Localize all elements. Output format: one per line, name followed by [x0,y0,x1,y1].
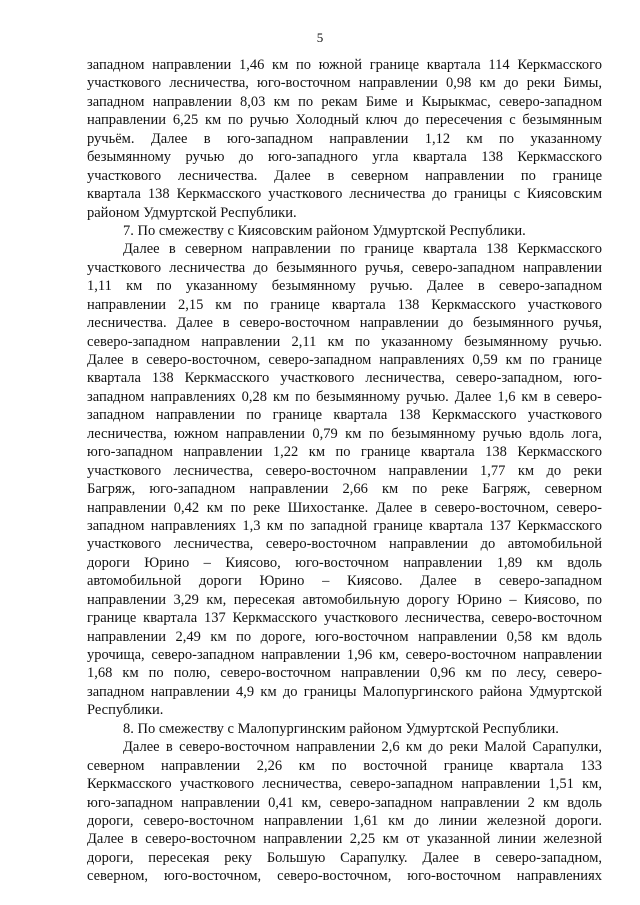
text-line: 1,68 км по полю, северо-восточном направлении 0,96 км по лесу, северо- [87,665,602,682]
text-line: 1,11 км по указанному безымянному ручью. Далее в северо-западном [87,278,602,295]
text-line: юго-западном направлении 0,41 км, северо-западном направлении 2 км вдоль [87,794,602,811]
text-line: квартала 138 Керкмасского участкового лесничества, северо-западном, юго- [87,370,602,387]
text-line: участкового лесничества до безымянного ручья, северо-западном направлении [87,259,602,276]
text-line: безымянному ручью до юго-западного угла квартала 138 Керкмасского [87,149,602,166]
text-line: Далее в северо-восточном, северо-западном направлениях 0,59 км по границе [87,352,602,368]
text-line: лесничества. Далее в северо-восточном направлении до безымянного ручья, [87,315,602,332]
text-line: 8. По смежеству с Малопургинским районом Удмуртской Республики. [123,720,559,737]
text-line: участкового лесничества, северо-восточном направлении до автомобильной [87,536,602,553]
text-line: северном, юго-восточном, северо-восточном, юго-восточном направлениях [87,868,602,885]
text-line: автомобильной дороги Юрино – Киясово. Далее в северо-западном [87,573,602,590]
text-line: районом Удмуртской Республики. [87,204,297,221]
text-line: направлении 2,15 км по границе квартала 138 Керкмасского участкового [87,296,602,313]
text-line: дороги, северо-восточном направлении 1,61 км до линии железной дороги. [87,812,602,829]
text-line: дороги, пересекая реку Большую Сарапулку. Далее в северо-западном, [87,849,602,866]
body-text [87,56,602,886]
text-line: Республики. [87,702,164,719]
text-line: участкового лесничества, северо-восточном направлении 1,77 км до реки [87,462,602,479]
text-line: лесничества, южном направлении 0,79 км по безымянному ручью вдоль лога, [87,425,602,442]
text-line: направлении 0,42 км по реке Шихостанке. Далее в северо-восточном, северо- [87,499,602,516]
text-line: юго-западном направлении 1,22 км по границе квартала 138 Керкмасского [87,444,602,461]
text-line: западном направлении 8,03 км по рекам Биме и Кырыкмас, северо-западном [87,93,602,110]
text-line: западном направлениях 1,3 км по западной границе квартала 137 Керкмасского [87,517,602,534]
text-line: урочища, северо-западном направлении 1,96 км, северо-восточном направлении [87,647,602,663]
text-line: Далее в северо-восточном направлении 2,25 км от указанной линии железной [87,831,602,848]
text-line: квартала 138 Керкмасского участкового лесничества до границы с Киясовским [87,186,602,203]
text-line: западном направлении 4,9 км до границы Малопургинского района Удмуртской [87,683,602,700]
text-line: северном направлении 2,26 км по восточной границе квартала 133 [87,757,602,774]
text-line: западном направлении по границе квартала 138 Керкмасского участкового [87,407,602,424]
text-line: Далее в северо-восточном направлении 2,6 км до реки Малой Сарапулки, [123,739,602,756]
text-line: участкового лесничества. Далее в северном направлении по границе [87,167,602,184]
text-line: западном направлении 1,46 км по южной границе квартала 114 Керкмасского [87,57,602,73]
text-line: Керкмасского участкового лесничества, северо-западном направлении 1,51 км, [87,776,602,793]
text-line: ручьём. Далее в юго-западном направлении 1,12 км по указанному [87,130,602,147]
text-line: участкового лесничества, юго-восточном направлении 0,98 км до реки Бимы, [87,75,602,92]
text-line: 7. По смежеству с Киясовским районом Удмуртской Республики. [123,222,526,239]
text-line: Далее в северном направлении по границе квартала 138 Керкмасского [123,241,602,258]
text-line: границе квартала 137 Керкмасского участкового лесничества, северо-восточном [87,610,602,627]
text-line: направлении 6,25 км по ручью Холодный ключ до пересечения с безымянным [87,112,602,129]
text-line: западном направлениях 0,28 км по безымянному ручью. Далее 1,6 км в северо- [87,388,602,405]
text-line: дороги Юрино – Киясово, юго-восточном направлении 1,89 км вдоль [87,554,602,571]
text-line: направлении 2,49 км по дороге, юго-восточном направлении 0,58 км вдоль [87,628,602,645]
text-line: направлении 3,29 км, пересекая автомобильную дорогу Юрино – Киясово, по [87,591,602,608]
text-line: северо-западном направлении 2,11 км по указанному безымянному ручью. [87,333,602,350]
page-number: 5 [316,30,324,45]
text-line: Багряж, юго-западном направлении 2,66 км по реке Багряж, северном [87,481,602,498]
